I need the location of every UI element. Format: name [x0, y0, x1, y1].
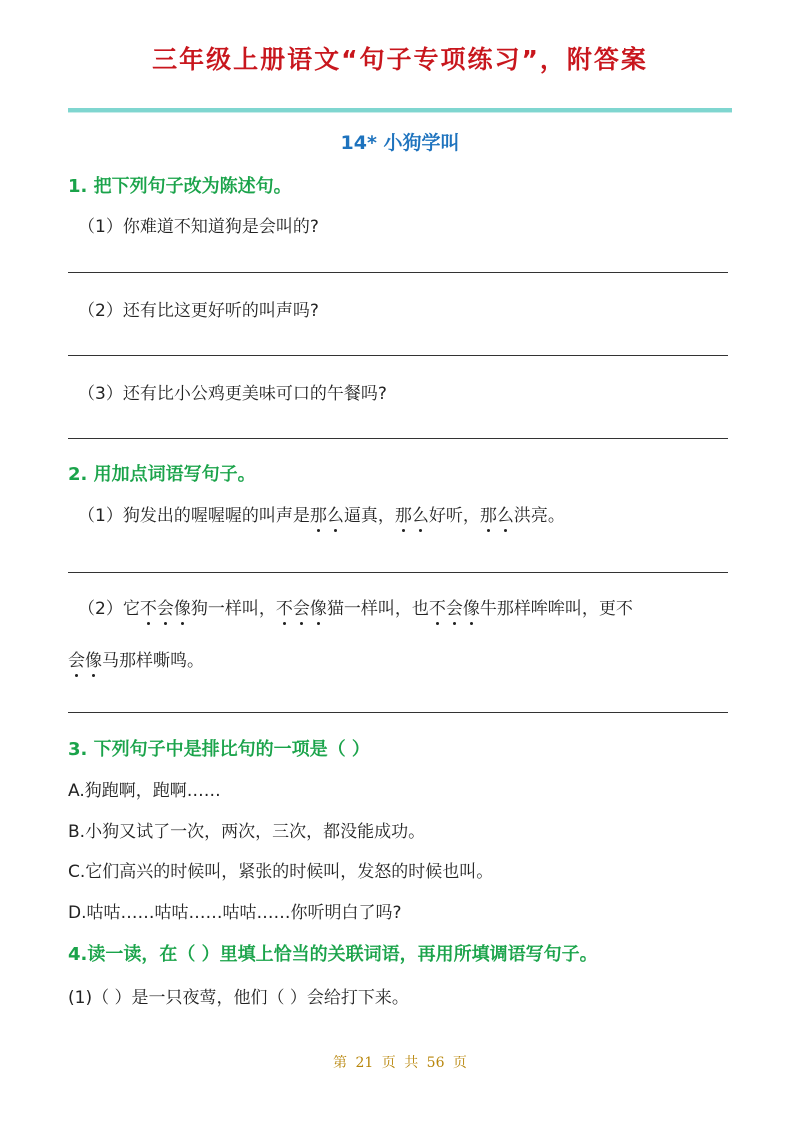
dotted-word: 不会像 — [140, 599, 191, 619]
text: 好听， — [428, 506, 480, 526]
q4-item-1: (1)（ ）是一只夜莺，他们（ ）会给打下来。 — [68, 988, 409, 1008]
text: 马那样嘶鸣。 — [102, 651, 204, 671]
q1-item-3: （3）还有比小公鸡更美味可口的午餐吗? — [78, 384, 387, 404]
q1-item-1: （1）你难道不知道狗是会叫的? — [78, 217, 319, 237]
text: 逼真， — [343, 506, 395, 526]
q2-item-2 — [78, 594, 633, 619]
text: （2）它 — [78, 599, 140, 619]
page-title: 三年级上册语文“句子专项练习”，附答案 — [152, 45, 648, 74]
dotted-word: 那么 — [480, 506, 514, 526]
title-divider — [68, 108, 732, 113]
dotted-word: 那么 — [310, 506, 344, 526]
question-3-title: 3. 下列句子中是排比句的一项是（ ） — [68, 739, 370, 760]
q2-item-1 — [78, 501, 565, 526]
text: 洪亮。 — [513, 506, 565, 526]
page-number: 第 21 页 共 56 页 — [333, 1055, 467, 1071]
answer-line[interactable] — [68, 355, 728, 356]
question-2-title: 2. 用加点词语写句子。 — [68, 464, 256, 485]
q2-item-2-cont — [68, 646, 204, 671]
answer-line[interactable] — [68, 712, 728, 713]
question-4-title: 4.读一读，在（ ）里填上恰当的关联词语，再用所填调语写句子。 — [68, 944, 598, 965]
question-1-title: 1. 把下列句子改为陈述句。 — [68, 176, 292, 197]
dotted-word: 不会像 — [276, 599, 327, 619]
option-d: D.咕咕……咕咕……咕咕……你听明白了吗? — [68, 903, 402, 923]
option-c: C.它们高兴的时候叫，紧张的时候叫，发怒的时候也叫。 — [68, 862, 494, 882]
dotted-word: 不会像 — [429, 599, 480, 619]
text: 猫一样叫，也 — [326, 599, 429, 619]
answer-line[interactable] — [68, 438, 728, 439]
lesson-title: 14* 小狗学叫 — [340, 132, 460, 154]
option-b: B.小狗又试了一次，两次，三次，都没能成功。 — [68, 822, 426, 842]
q1-item-2: （2）还有比这更好听的叫声吗? — [78, 301, 319, 321]
dotted-word: 那么 — [395, 506, 429, 526]
answer-line[interactable] — [68, 572, 728, 573]
answer-line[interactable] — [68, 272, 728, 273]
dotted-word: 会像 — [68, 651, 102, 671]
text: 牛那样哞哞叫，更不 — [479, 599, 633, 619]
option-a: A.狗跑啊，跑啊…… — [68, 781, 221, 801]
text: （1）狗发出的喔喔喔的叫声是 — [78, 506, 310, 526]
text: 狗一样叫， — [190, 599, 276, 619]
